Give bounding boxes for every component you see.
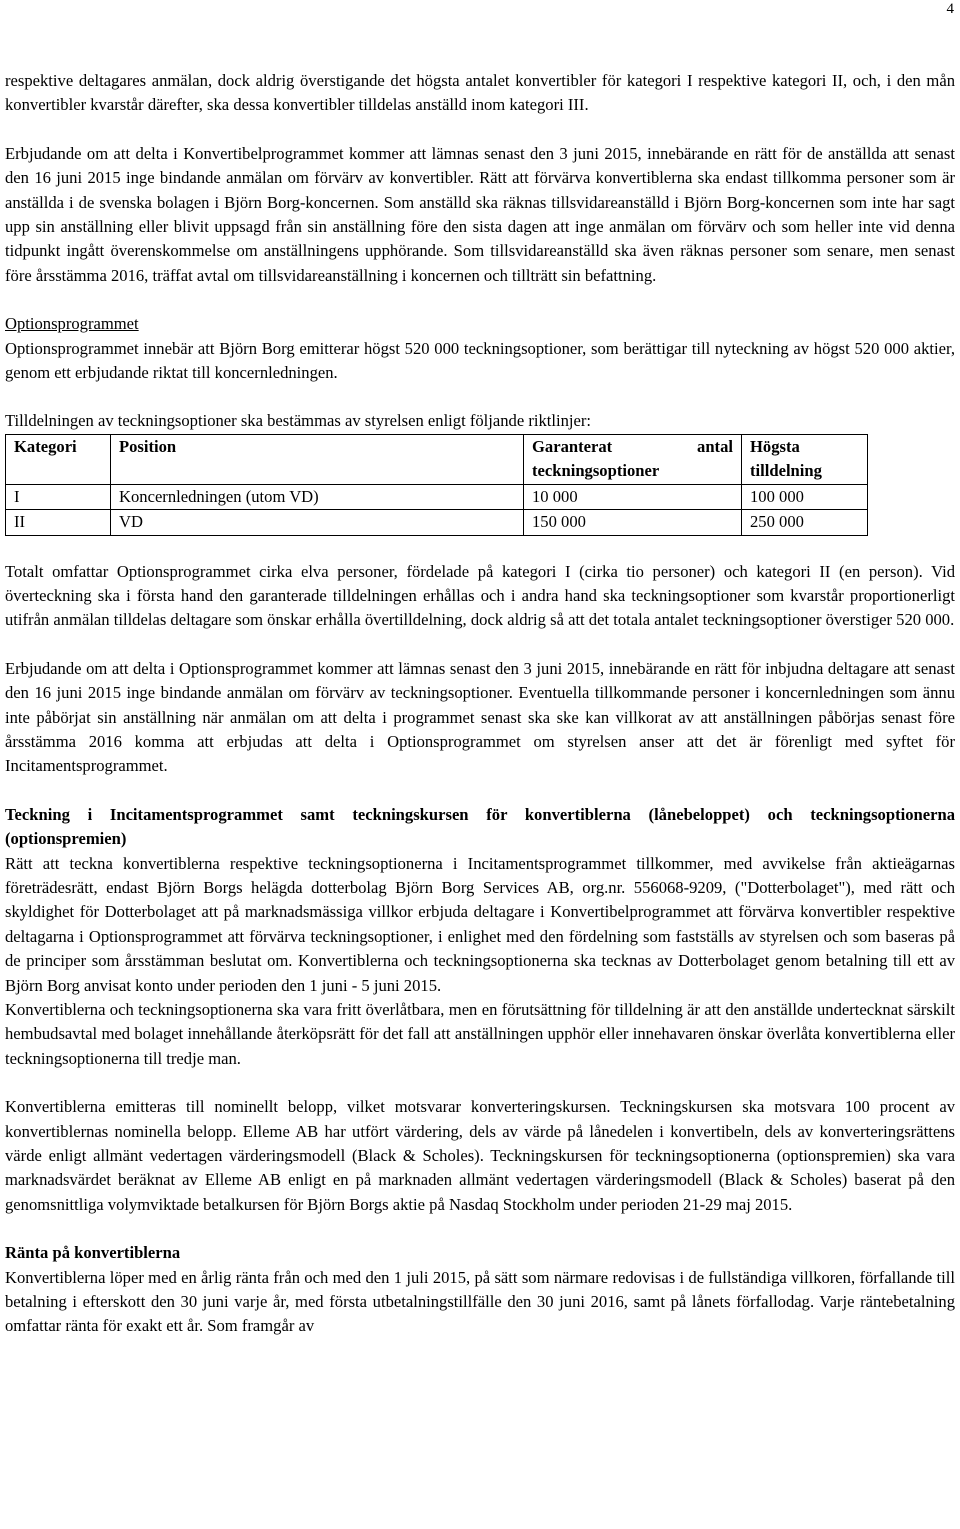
paragraph-options-offer: Erbjudande om att delta i Optionsprogrammet kommer att lämnas senast den 3 juni 2015, innebärande en rätt för inbjudna deltagare att senast den 16 juni 2015 inge bindande anmälan om förvärv av teckningsoptioner. Eventuella tillkommande personer i koncernledningen som ännu inte påbörjat sin anställning när anmälan om att delta i programmet senast ska ske kan villkorat av att anställningen påbörjas senast före årsstämma 2016 komma att erbjudas att delta i Optionsprogrammet om styrelsen anser att det är förenligt med syftet för Incitamentsprogrammet. (5, 658, 955, 776)
header-hogsta-line2: tilldelning (750, 461, 822, 481)
cell-hogsta: 100 000 (742, 484, 868, 509)
table-header-row (6, 434, 868, 484)
document-body (5, 69, 955, 1339)
options-program-heading (5, 312, 955, 336)
cell-position: Koncernledningen (utom VD) (111, 484, 524, 509)
cell-kategori: II (6, 510, 111, 535)
header-position: Position (111, 434, 524, 484)
cell-kategori: I (6, 484, 111, 509)
paragraph-valuation: Konvertiblerna emitteras till nominellt belopp, vilket motsvarar konverteringskursen. Teckningskursen ska motsvara 100 procent av konvertiblernas nominella belopp. Elleme AB har utfört värdering, dels av värde på lånedelen i konvertibeln, dels av konverteringsrättens värde enligt allmänt vedertagen värderingsmodell (Black & Scholes). Teckningskursen för teckningsoptionerna (optionspremien) ska vara marknadsvärdet beräknat av Elleme AB enligt en på marknaden allmänt vedertagen värderingsmodell (Black & Scholes) baserat på den genomsnittliga volymviktade betalkursen för Björn Borgs aktie på Nasdaq Stockholm under perioden 21-29 maj 2015. (5, 1097, 955, 1214)
options-program-heading-text: Optionsprogrammet (5, 314, 139, 334)
cell-garanterat: 10 000 (524, 484, 742, 509)
table-row (6, 484, 868, 509)
table-row (6, 510, 868, 535)
header-garanterat-line2: teckningsoptioner (532, 461, 660, 481)
header-garanterat-word1: Garanterat (532, 436, 613, 456)
paragraph-subscription-rights: Rätt att teckna konvertiblerna respektive teckningsoptionerna i Incitamentsprogrammet tillkommer, med avvikelse från aktieägarnas företrädesrätt, endast Björn Borgs helägda dotterbolag Björn Borg Services AB, org.nr. 556068-9209, ("Dotterbolaget"), med rätt och skyldighet för Dotterbolaget att på marknadsmässiga villkor erbjuda deltagare i Konvertibelprogrammet att förvärva konvertibler respektive deltagarna i Optionsprogrammet att förvärva teckningsoptioner, i enlighet med den fördelning som fastställs av styrelsen och som baseras på de principer som årsstämman beslutat om. Konvertiblerna och teckningsoptionerna ska tecknas av Dotterbolaget genom betalning till ett av Björn Borg anvisat konto under perioden den 1 juni - 5 juni 2015. (5, 853, 955, 995)
paragraph-allocation-intro: Tilldelningen av teckningsoptioner ska bestämmas av styrelsen enligt följande riktlinjer: (5, 411, 592, 431)
cell-garanterat: 150 000 (524, 510, 742, 535)
paragraph-interest: Konvertiblerna löper med en årlig ränta från och med den 1 juli 2015, på sätt som närmare redovisas i de fullständiga villkoren, förfallande till betalning i efterskott den 30 juni varje år, med första utbetalningstillfälle den 30 juni 2016, samt på lånets förfallodag. Varje räntebetalning omfattar ränta för exakt ett år. Som framgår av (5, 1267, 955, 1336)
paragraph-convertible-offer: Erbjudande om att delta i Konvertibelprogrammet kommer att lämnas senast den 3 juni 2015, innebärande en rätt för de anställda att senast den 16 juni 2015 inge bindande anmälan om förvärv av konvertibler. Rätt att förvärva konvertiblerna ska endast tillkomma personer som är anställda i de svenska bolagen i Björn Borg-koncernen. Som anställd ska räknas tillsvidareanställd i Björn Borg-koncernen som inte har sagt upp sin anställning eller blivit uppsagd från sin anställning före den sista dagen att inge anmälan om förvärv och som heller inte vid denna tidpunkt ingått överenskommelse om anställningens upphörande. Som tillsvidareanställd ska även räknas personer som senare, men senast före årsstämma 2016, träffat avtal om tillsvidareanställning i koncernen och tillträtt sin befattning. (5, 143, 955, 285)
header-hogsta-line1: Högsta (750, 436, 800, 456)
cell-position: VD (111, 510, 524, 535)
paragraph-allocation-continued: respektive deltagares anmälan, dock aldrig överstigande det högsta antalet konvertibler för kategori I respektive kategori II, och, i den mån konvertibler kvarstår därefter, ska dessa konvertibler tilldelas anställd inom kategori III. (5, 71, 955, 115)
paragraph-transferability: Konvertiblerna och teckningsoptionerna ska vara fritt överlåtbara, men en förutsättning för tilldelning är att den anställde undertecknat särskilt hembudsavtal med bolaget innehållande återköpsrätt för det fall att anställningen upphör eller innehavaren önskar överlåta konvertiblerna eller teckningsoptionerna till tredje man. (5, 1000, 955, 1068)
cell-hogsta: 250 000 (742, 510, 868, 535)
header-hogsta (742, 434, 868, 484)
interest-heading: Ränta på konvertiblerna (5, 1243, 181, 1263)
page-number: 4 (946, 1, 954, 17)
subscription-heading: Teckning i Incitamentsprogrammet samt teckningskursen för konvertiblerna (lånebeloppet) och teckningsoptionerna (optionspremien) (5, 804, 955, 849)
header-kategori: Kategori (6, 434, 111, 484)
header-garanterat-line1 (532, 435, 733, 459)
paragraph-options-program: Optionsprogrammet innebär att Björn Borg emitterar högst 520 000 teckningsoptioner, som berättigar till nyteckning av högst 520 000 aktier, genom ett erbjudande riktat till koncernledningen. (5, 338, 955, 383)
header-garanterat (524, 434, 742, 484)
header-garanterat-word2: antal (697, 436, 733, 456)
allocation-table (5, 434, 868, 536)
paragraph-options-participants: Totalt omfattar Optionsprogrammet cirka elva personer, fördelade på kategori I (cirka tio personer) och kategori II (en person). Vid överteckning ska i första hand den garanterade tilldelningen erhållas och i andra hand ska teckningsoptioner som kvarstår proportionerligt utifrån anmälan tilldelas deltagare som önskar erhålla övertilldelning, dock aldrig så att det totala antalet teckningsoptioner överstiger 520 000. (5, 561, 955, 630)
